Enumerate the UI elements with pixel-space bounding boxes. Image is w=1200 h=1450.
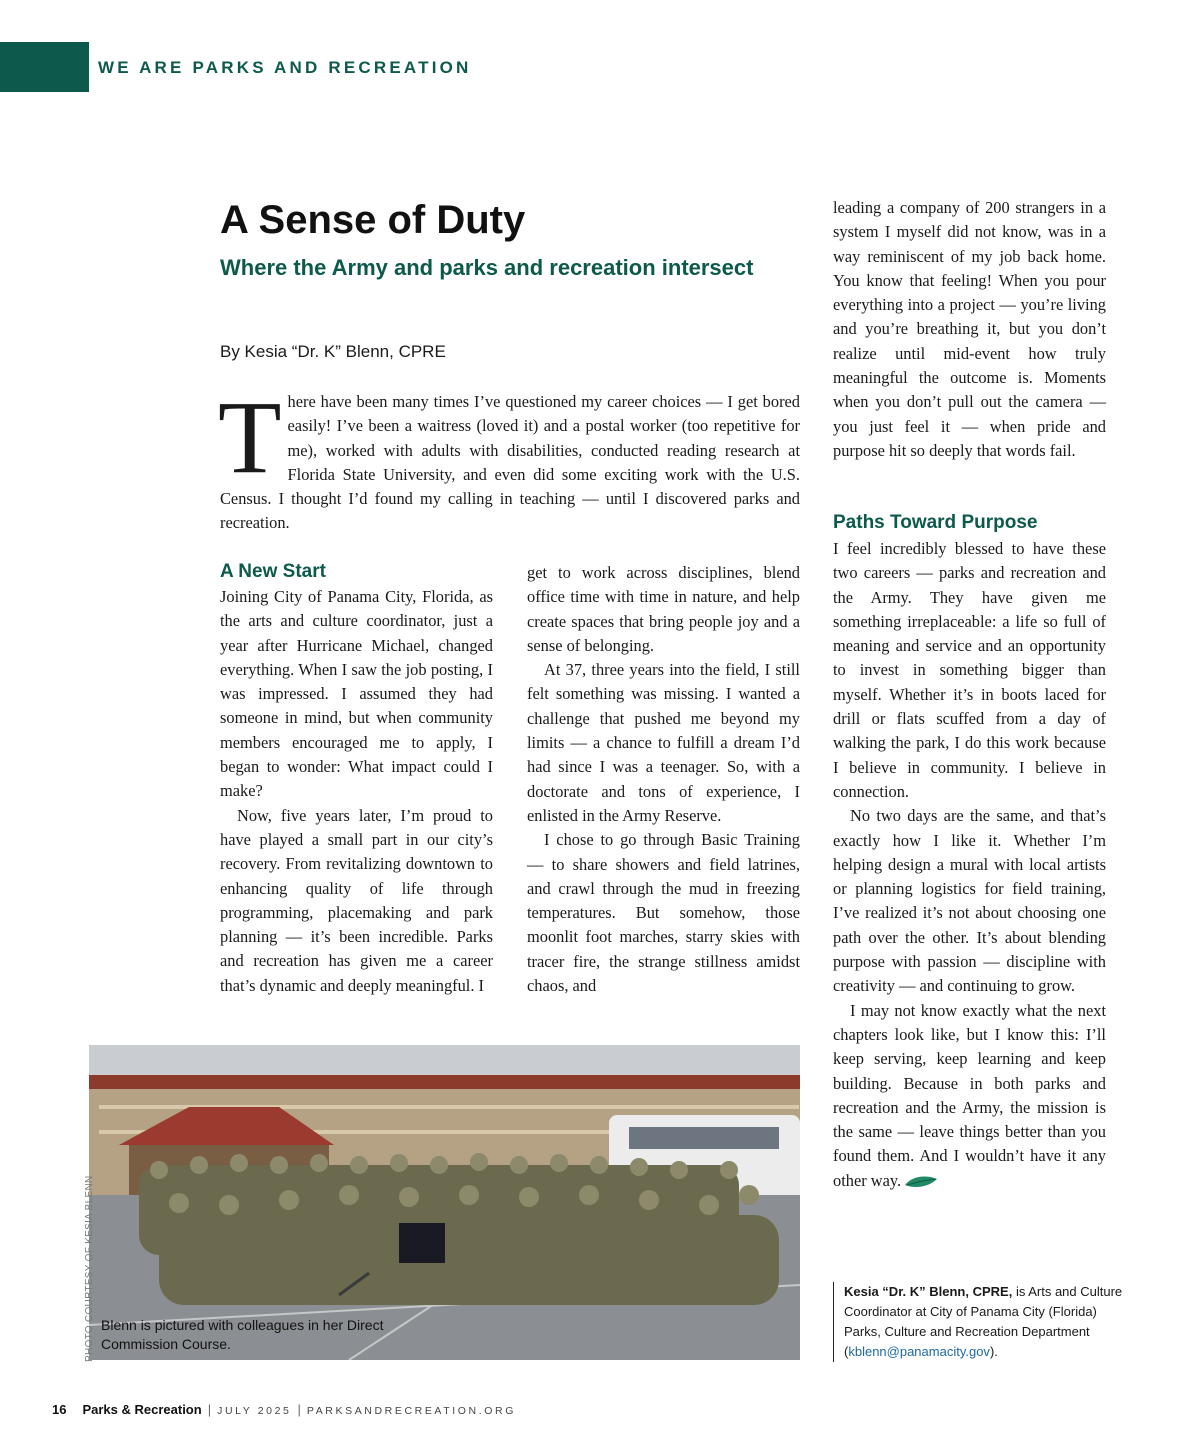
- paragraph: [833, 999, 1106, 1193]
- paragraph: get to work across disciplines, blend office time with time in nature, and help create spaces that bring people joy and a sense of belonging.: [527, 563, 800, 655]
- bio-email-link[interactable]: kblenn@panamacity.gov: [848, 1344, 990, 1359]
- paragraph: At 37, three years into the field, I still felt something was missing. I wanted a challenge that pushed me beyond my limits — a chance to fulfill a dream I’d had since I was a teenager. So, with a doctorate and tons of experience, I enlisted in the Army Reserve.: [527, 660, 800, 825]
- paragraph: Now, five years later, I’m proud to have played a small part in our city’s recovery. From revitalizing downtown to enhancing quality of life through programming, placemaking and park planning — it’s been incredible. Parks and recreation has given me a career that’s dynamic and deeply meaningful. I: [220, 805, 493, 995]
- bio-text: is Arts and Culture Coordinator at City of Panama City (Florida) Parks, Culture and Recreation Department (: [844, 1284, 1123, 1359]
- page-footer: [52, 1402, 516, 1417]
- leaf-icon: [903, 1173, 939, 1191]
- section-color-bar: [0, 42, 89, 92]
- closing-text: I may not know exactly what the next chapters look like, but I know this: I’ll keep serving, keep learning and keep building. Because in both parks and recreation and the Army, the mission is the same — leave things better than you found them. And I wouldn’t have it any other way.: [833, 1000, 1106, 1190]
- article-subtitle: Where the Army and parks and recreation intersect: [220, 255, 754, 280]
- photo-credit: PHOTO COURTESY OF KESIA BLENN: [84, 1175, 95, 1362]
- column-3-top: [833, 196, 1106, 463]
- photo-caption: Blenn is pictured with colleagues in her Direct Commission Course.: [101, 1317, 384, 1352]
- paragraph: Joining City of Panama City, Florida, as the arts and culture coordinator, just a year after Hurricane Michael, changed everything. When I saw the job posting, I was impressed. I assumed they had someone in mind, but when community members encouraged me to apply, I began to wonder: What impact could I make?: [220, 587, 493, 801]
- issue-date: JULY 2025: [217, 1405, 292, 1417]
- paragraph: I feel incredibly blessed to have these two careers — parks and recreation and the Army. They have given me something irreplaceable: a life so full of meaning and service and an opportunity to invest in something bigger than myself. Whether it’s in boots laced for drill or flats scuffed from a day of walking the park, I do this work because I believe in community. I believe in connection.: [833, 539, 1106, 801]
- author-bio: [833, 1282, 1124, 1362]
- bio-name: Kesia “Dr. K” Blenn, CPRE,: [844, 1284, 1013, 1299]
- paragraph: leading a company of 200 strangers in a system I myself did not know, was in a way reminiscent of my job back home. You know that feeling! When you pour everything into a project — you’re living and you’re breathing it, but you don’t realize until mid-event how truly meaningful the outcome is. Moments when you don’t pull out the camera — you just feel it — when pride and purpose hit so deeply that words fail.: [833, 198, 1106, 460]
- intro-paragraph: [218, 380, 800, 536]
- paragraph: No two days are the same, and that’s exactly how I like it. Whether I’m helping design a mural with local artists or planning logistics for field training, I’ve realized it’s not about choosing one path over the other. It’s about blending purpose with passion — discipline with creativity — and continuing to grow.: [833, 806, 1106, 996]
- magazine-name: Parks & Recreation: [82, 1402, 202, 1417]
- paragraph: I chose to go through Basic Training — to share showers and field latrines, and crawl through the mud in freezing temperatures. But somehow, those moonlit foot marches, starry skies with tracer fire, the strange stillness amidst chaos, and: [527, 830, 800, 996]
- footer-separator: |: [207, 1402, 212, 1417]
- article-title: A Sense of Duty: [220, 198, 526, 242]
- byline: By Kesia “Dr. K” Blenn, CPRE: [220, 342, 446, 361]
- column-1: [220, 585, 493, 998]
- heading-new-start: A New Start: [220, 561, 326, 582]
- column-3: [833, 537, 1106, 1193]
- page-number: 16: [52, 1402, 67, 1417]
- intro-text: here have been many times I’ve questioned my career choices — I get bored easily! I’ve been a waitress (loved it) and a postal worker (too repetitive for me), worked with adults with disabilities, conducted reading research at Florida State University, and even did some exciting work with the U.S. Census. I thought I’d found my calling in teaching — until I discovered parks and recreation.: [220, 392, 800, 533]
- column-2: [527, 561, 800, 998]
- drop-cap: T: [218, 380, 282, 495]
- bio-end: ).: [989, 1344, 998, 1359]
- group-photo: [89, 1045, 800, 1360]
- footer-separator: |: [297, 1402, 301, 1417]
- section-label: WE ARE PARKS AND RECREATION: [98, 58, 472, 77]
- heading-paths-toward-purpose: Paths Toward Purpose: [833, 512, 1038, 533]
- website-link[interactable]: PARKSANDRECREATION.ORG: [306, 1405, 516, 1417]
